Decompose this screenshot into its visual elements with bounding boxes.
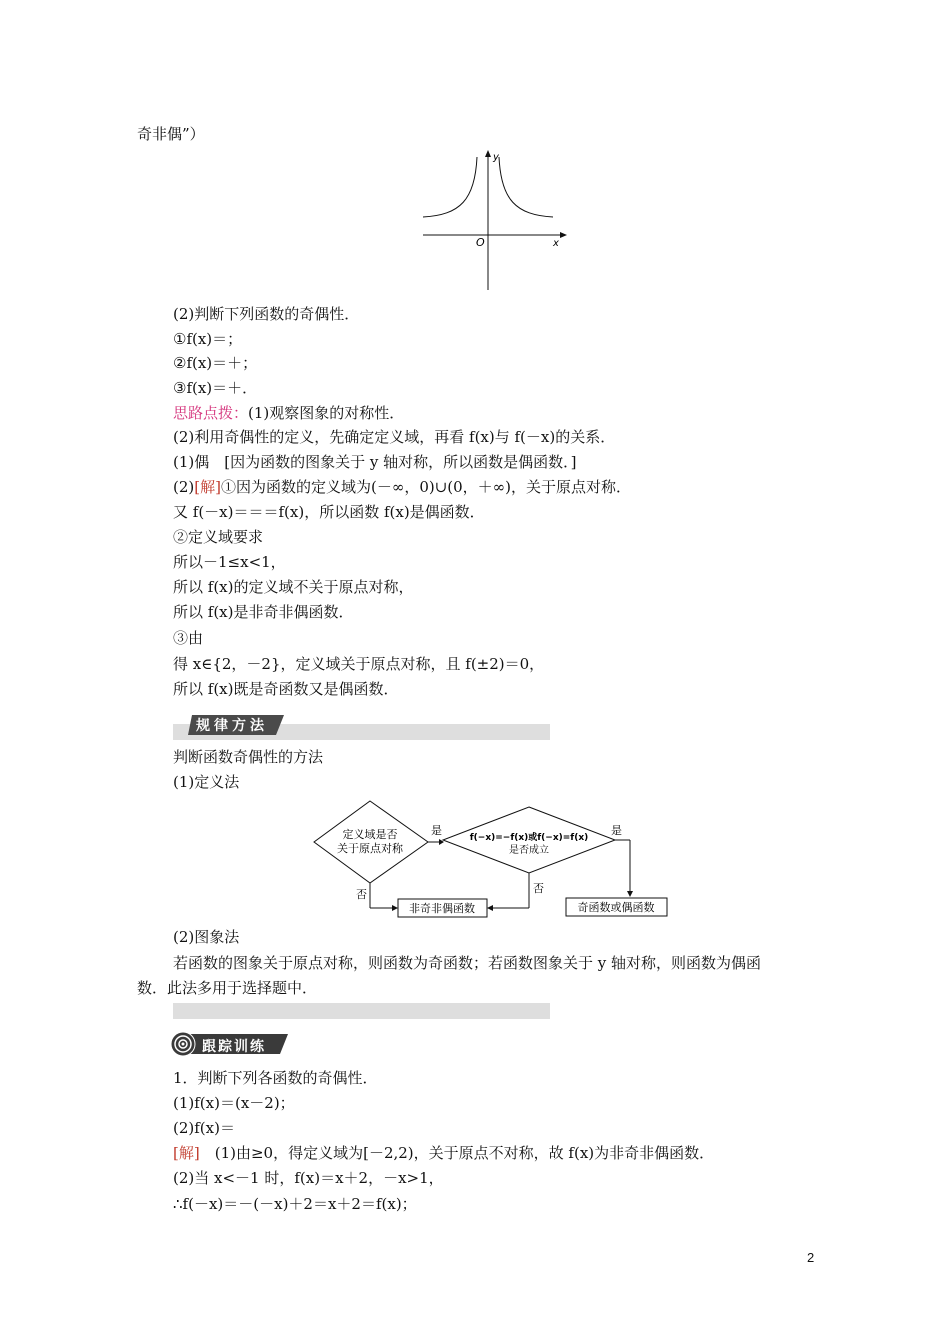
text-line: 若函数的图象关于原点对称，则函数为奇函数；若函数图象关于 y 轴对称，则函数为偶函 (173, 954, 762, 972)
section-divider-bar (173, 1003, 550, 1019)
text-line: 所以 f(x)既是奇函数又是偶函数． (173, 680, 399, 698)
text-line: ∴f(－x)＝－(－x)＋2＝x＋2＝f(x)； (173, 1195, 417, 1213)
text-line: 思路点拨：(1)观察图象的对称性． (173, 404, 405, 422)
text-line: (1)定义法 (173, 773, 240, 791)
text-line: 奇非偶”） (137, 125, 205, 143)
right-branch (499, 157, 553, 217)
text-line: (2)f(x)＝ (173, 1119, 235, 1137)
text-line: (2)当 x<－1 时，f(x)＝x＋2，－x>1， (173, 1169, 444, 1187)
text-line: (1)f(x)＝(x－2)； (173, 1094, 295, 1112)
arrow-left-icon (487, 905, 493, 911)
svg-text:奇函数或偶函数: 奇函数或偶函数 (577, 901, 655, 914)
text-line: ③由 (173, 629, 204, 647)
function-graph (415, 145, 575, 295)
text-line: ②f(x)＝＋； (173, 354, 258, 372)
text-line: 判断函数奇偶性的方法 (173, 748, 324, 766)
text-line: (1)偶 [因为函数的图象关于 y 轴对称，所以函数是偶函数．] (173, 453, 577, 471)
arrow-down-icon (627, 891, 633, 897)
text-line: 1．判断下列各函数的奇偶性． (173, 1069, 378, 1087)
text-line: (2)图象法 (173, 928, 240, 946)
text-line: 又 f(－x)＝＝＝f(x)，所以函数 f(x)是偶函数． (173, 503, 485, 521)
hint-label: 思路点拨： (173, 404, 249, 422)
text-line: 所以－1≤x<1， (173, 553, 286, 571)
svg-text:是: 是 (431, 824, 442, 837)
text-line: (2)利用奇偶性的定义，先确定定义域，再看 f(x)与 f(－x)的关系． (173, 428, 616, 446)
text-line: 所以 f(x)的定义域不关于原点对称， (173, 578, 414, 596)
text-line: 所以 f(x)是非奇非偶函数． (173, 603, 354, 621)
svg-text:是: 是 (611, 824, 622, 837)
svg-text:关于原点对称: 关于原点对称 (337, 842, 403, 855)
text-line: (2)[解]①因为函数的定义域为(－∞，0)∪(0，＋∞)，关于原点对称． (173, 478, 632, 496)
text-line: ①f(x)＝； (173, 330, 243, 348)
svg-text:f(−x)=−f(x)或f(−x)=f(x): f(−x)=−f(x)或f(−x)=f(x) (469, 833, 589, 843)
solution-tag: [解] (173, 1144, 200, 1162)
svg-text:非奇非偶函数: 非奇非偶函数 (409, 902, 475, 915)
text-line: ③f(x)＝＋． (173, 379, 258, 397)
text-line: [解] (1)由≥0，得定义域为[－2,2)，关于原点不对称，故 f(x)为非奇非偶函数． (173, 1144, 715, 1162)
flowchart (300, 795, 680, 925)
text-line: ②定义域要求 (173, 528, 264, 546)
text-line: 得 x∈{2，－2}，定义域关于原点对称，且 f(±2)＝0， (173, 655, 545, 673)
section-title-rule: 规律方法 (196, 718, 268, 734)
left-branch (423, 157, 477, 217)
origin-label: O (476, 236, 485, 249)
x-axis-arrow-icon (560, 232, 567, 238)
y-axis-arrow-icon (485, 150, 491, 157)
text-line: (2)判断下列函数的奇偶性． (173, 305, 360, 323)
text-line: 数．此法多用于选择题中． (137, 979, 318, 997)
y-axis-label: y (493, 152, 499, 163)
arrow-right-icon (392, 905, 398, 911)
section-title-train: 跟踪训练 (202, 1039, 266, 1055)
page-number: 2 (807, 1250, 815, 1265)
x-axis-label: x (553, 238, 559, 249)
solution-tag: [解] (194, 478, 221, 496)
svg-text:定义域是否: 定义域是否 (342, 828, 398, 841)
svg-text:否: 否 (533, 882, 544, 895)
svg-text:否: 否 (356, 888, 367, 901)
svg-text:是否成立: 是否成立 (509, 845, 549, 856)
